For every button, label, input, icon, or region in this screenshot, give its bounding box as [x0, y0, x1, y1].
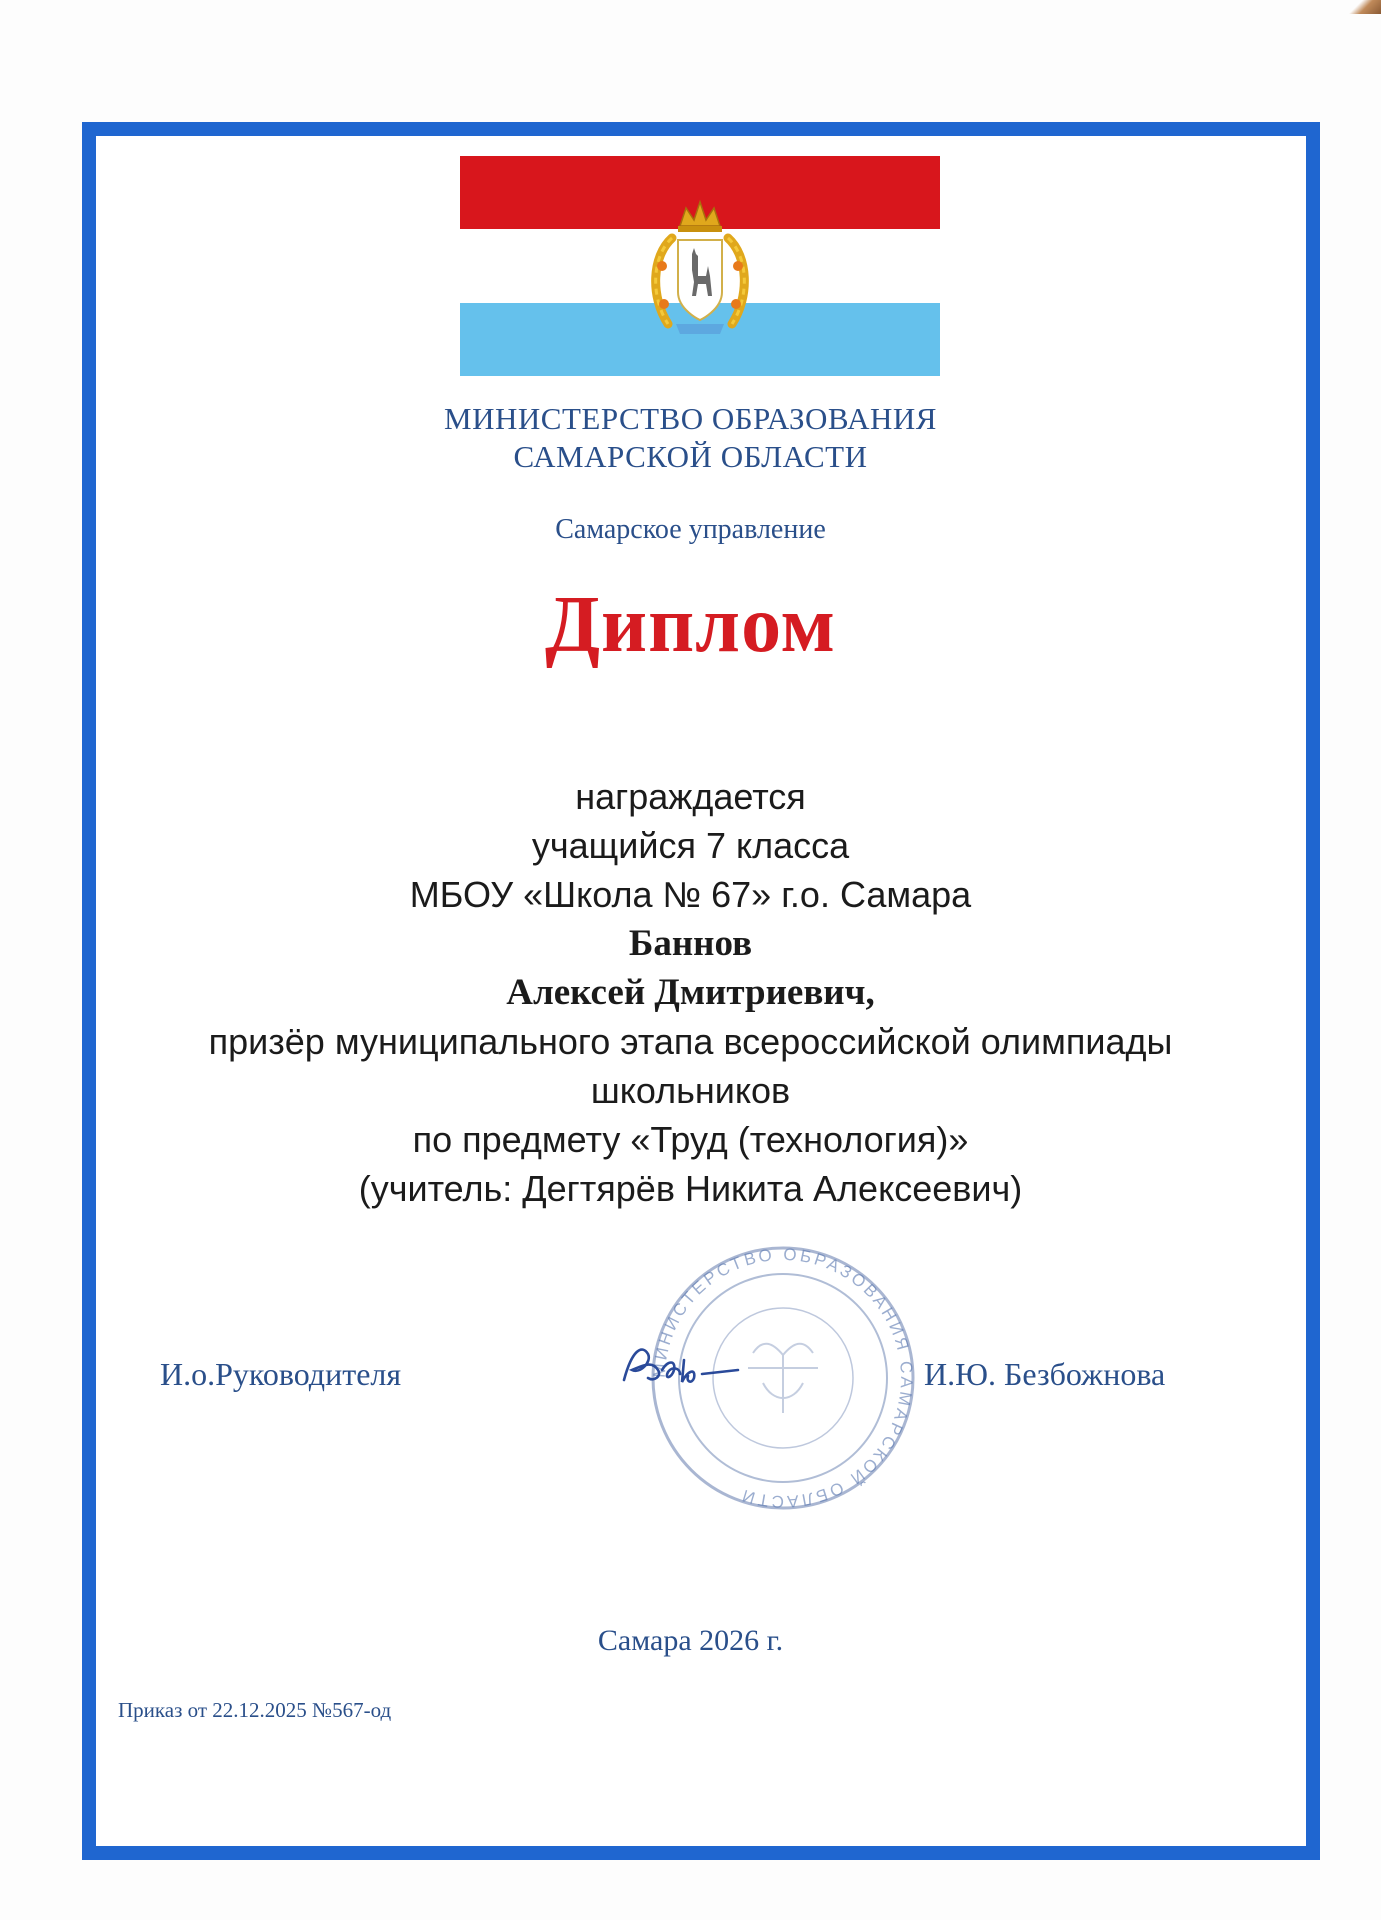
- award-line-students: школьников: [590, 1070, 791, 1111]
- issuing-ministry: [0, 400, 1381, 476]
- coat-of-arms-icon: [632, 196, 768, 346]
- recipient-given-names: Алексей Дмитриевич,: [506, 972, 875, 1013]
- stamp-eagle-icon: [748, 1344, 818, 1413]
- signatory-role: И.о.Руководителя: [160, 1356, 402, 1392]
- award-line-teacher: (учитель: Дегтярёв Никита Алексеевич): [358, 1168, 1023, 1209]
- ministry-line-1: МИНИСТЕРСТВО ОБРАЗОВАНИЯ: [444, 401, 937, 436]
- handwritten-signature: [618, 1330, 748, 1402]
- award-line-school: МБОУ «Школа № 67» г.о. Самара: [409, 874, 972, 915]
- order-reference: Приказ от 22.12.2025 №567-од: [118, 1698, 392, 1722]
- signatory-name: И.Ю. Безбожнова: [924, 1356, 1166, 1392]
- award-text: [120, 772, 1261, 1213]
- diploma-title: Диплом: [544, 581, 837, 669]
- stamp-outer-text: МИНИСТЕРСТВО ОБРАЗОВАНИЯ САМАРСКОЙ ОБЛАСТИ: [649, 1244, 917, 1512]
- department-name: Самарское управление: [555, 514, 826, 545]
- award-line-grade: учащийся 7 класса: [531, 825, 850, 866]
- recipient-surname: Баннов: [628, 923, 753, 964]
- award-line-achievement: призёр муниципального этапа всероссийской олимпиады: [208, 1021, 1173, 1062]
- samara-region-flag: [460, 156, 940, 376]
- city-and-year: Самара 2026 г.: [597, 1624, 784, 1657]
- photo-edge-shadow: [1341, 0, 1381, 14]
- award-line-awarded: награждается: [575, 776, 806, 817]
- ministry-line-2: САМАРСКОЙ ОБЛАСТИ: [513, 439, 868, 474]
- award-line-subject: по предмету «Труд (технология)»: [412, 1119, 969, 1160]
